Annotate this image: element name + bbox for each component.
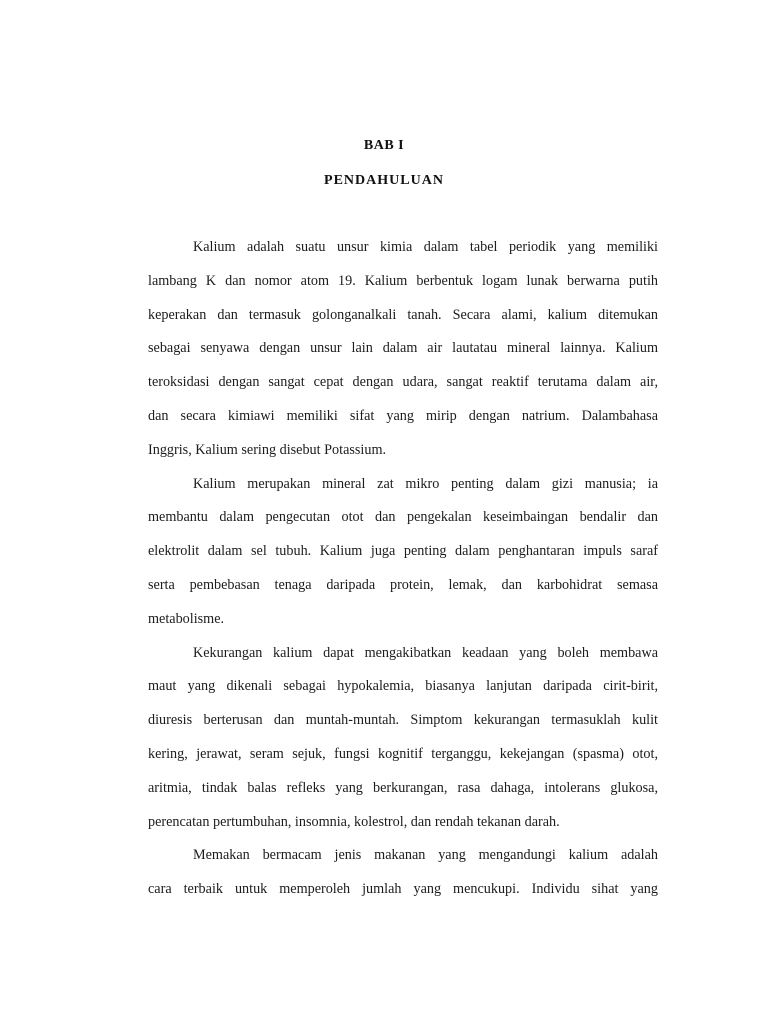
text-line: Kekurangan kalium dapat mengakibatkan keadaan yang boleh membawa [193, 644, 658, 661]
text-line: membantu dalam pengecutan otot dan pengekalan keseimbaingan bendalir dan [148, 509, 658, 526]
text-line: elektrolit dalam sel tubuh. Kalium juga penting dalam penghantaran impuls saraf [148, 543, 658, 560]
text-line: dan secara kimiawi memiliki sifat yang mirip dengan natrium. Dalambahasa [148, 407, 658, 424]
text-line: Memakan bermacam jenis makanan yang mengandungi kalium adalah [193, 847, 658, 864]
text-line: keperakan dan termasuk golonganalkali tanah. Secara alami, kalium ditemukan [148, 306, 658, 323]
chapter-heading: BAB I [363, 138, 405, 153]
text-line: diuresis berterusan dan muntah-muntah. Simptom kekurangan termasuklah kulit [148, 712, 658, 729]
text-line: kering, jerawat, seram sejuk, fungsi kognitif terganggu, kekejangan (spasma) otot, [148, 745, 658, 762]
text-line: Inggris, Kalium sering disebut Potassium. [148, 441, 387, 458]
body-text [148, 236, 658, 912]
text-line: maut yang dikenali sebagai hypokalemia, biasanya lanjutan daripada cirit-birit, [148, 678, 658, 695]
text-line: aritmia, tindak balas refleks yang berkurangan, rasa dahaga, intolerans glukosa, [148, 779, 658, 796]
text-line: metabolisme. [148, 610, 225, 627]
text-line: Kalium adalah suatu unsur kimia dalam tabel periodik yang memiliki [193, 239, 658, 255]
text-line: lambang K dan nomor atom 19. Kalium berbentuk logam lunak berwarna putih [148, 272, 658, 289]
text-line: sebagai senyawa dengan unsur lain dalam air lautatau mineral lainnya. Kalium [148, 340, 658, 357]
text-line: cara terbaik untuk memperoleh jumlah yang mencukupi. Individu sihat yang [148, 881, 658, 898]
text-line: Kalium merupakan mineral zat mikro penting dalam gizi manusia; ia [193, 475, 658, 492]
chapter-title: PENDAHULUAN [324, 173, 444, 188]
text-line: teroksidasi dengan sangat cepat dengan udara, sangat reaktif terutama dalam air, [148, 374, 658, 391]
text-line: perencatan pertumbuhan, insomnia, kolestrol, dan rendah tekanan darah. [148, 813, 560, 830]
text-line: serta pembebasan tenaga daripada protein, lemak, dan karbohidrat semasa [148, 576, 658, 593]
